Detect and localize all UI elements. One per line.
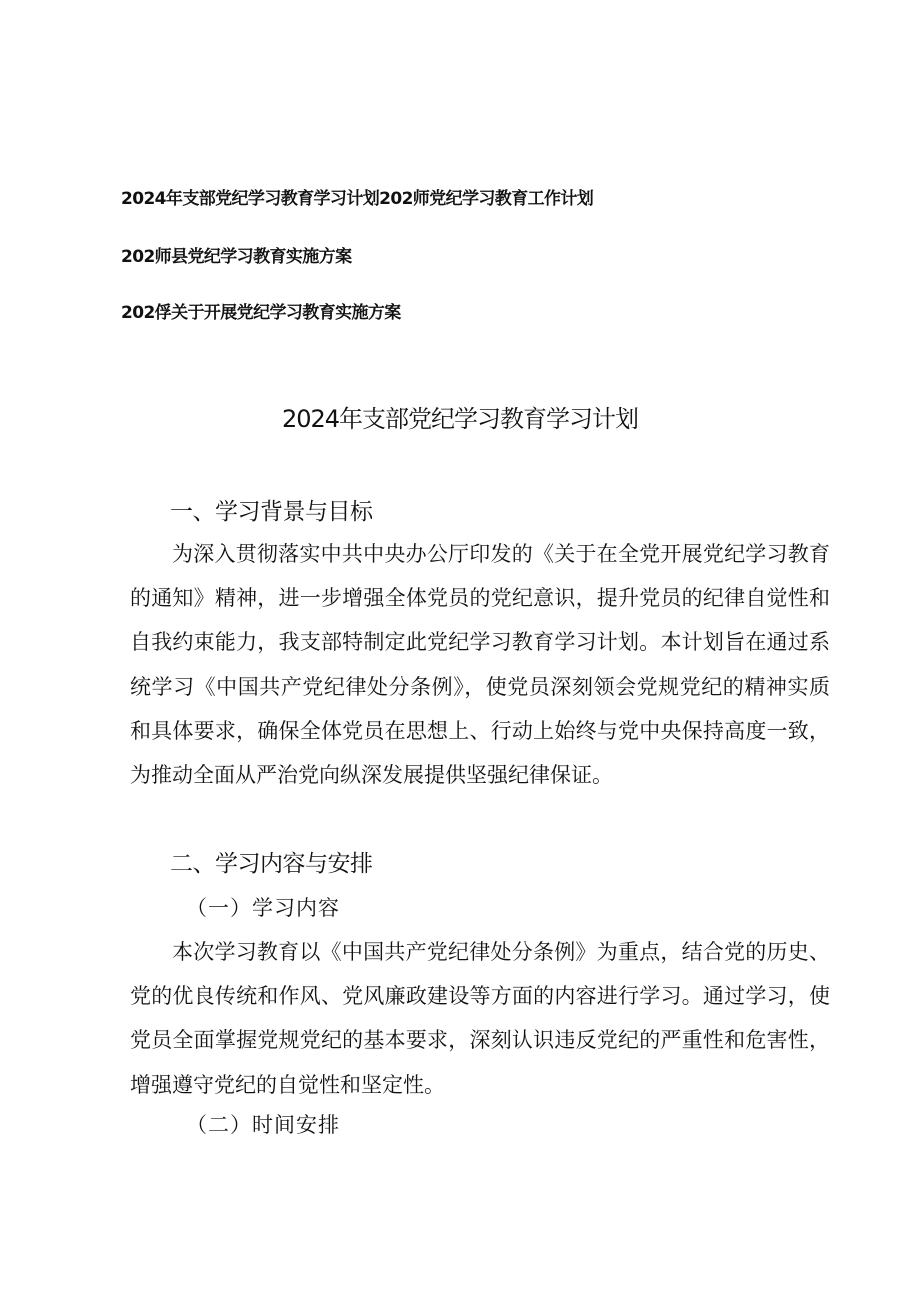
toc-line-1: 2024年支部党纪学习教育学习计划202师党纪学习教育工作计划 [121, 189, 594, 209]
section-1-paragraph: 为深入贯彻落实中共中央办公厅印发的《关于在全党开展党纪学习教育的通知》精神，进一步增强全体党员的党纪意识，提升党员的纪律自觉性和自我约束能力，我支部特制定此党纪学习教育学习计划。本计划旨在通过系统学习《中国共产党纪律处分条例》，使党员深刻领会党规党纪的精神实质和具体要求，确保全体党员在思想上、行动上始终与党中央保持高度一致，为推动全面从严治党向纵深发展提供坚强纪律保证。 [130, 542, 830, 788]
section-1-heading: 一、学习背景与目标 [170, 499, 373, 525]
subsection-1-heading: （一）学习内容 [186, 896, 340, 920]
subsection-1-paragraph: 本次学习教育以《中国共产党纪律处分条例》为重点，结合党的历史、党的优良传统和作风、党风廉政建设等方面的内容进行学习。通过学习，使党员全面掌握党规党纪的基本要求，深刻认识违反党纪的严重性和危害性，增强遵守党纪的自觉性和坚定性。 [130, 940, 830, 1097]
toc-line-3: 202俘关于开展党纪学习教育实施方案 [121, 303, 401, 323]
subsection-2-heading: （二）时间安排 [186, 1113, 340, 1137]
toc-line-2: 202师县党纪学习教育实施方案 [121, 247, 352, 267]
section-2-heading: 二、学习内容与安排 [170, 851, 373, 877]
document-title: 2024年支部党纪学习教育学习计划 [281, 405, 639, 433]
